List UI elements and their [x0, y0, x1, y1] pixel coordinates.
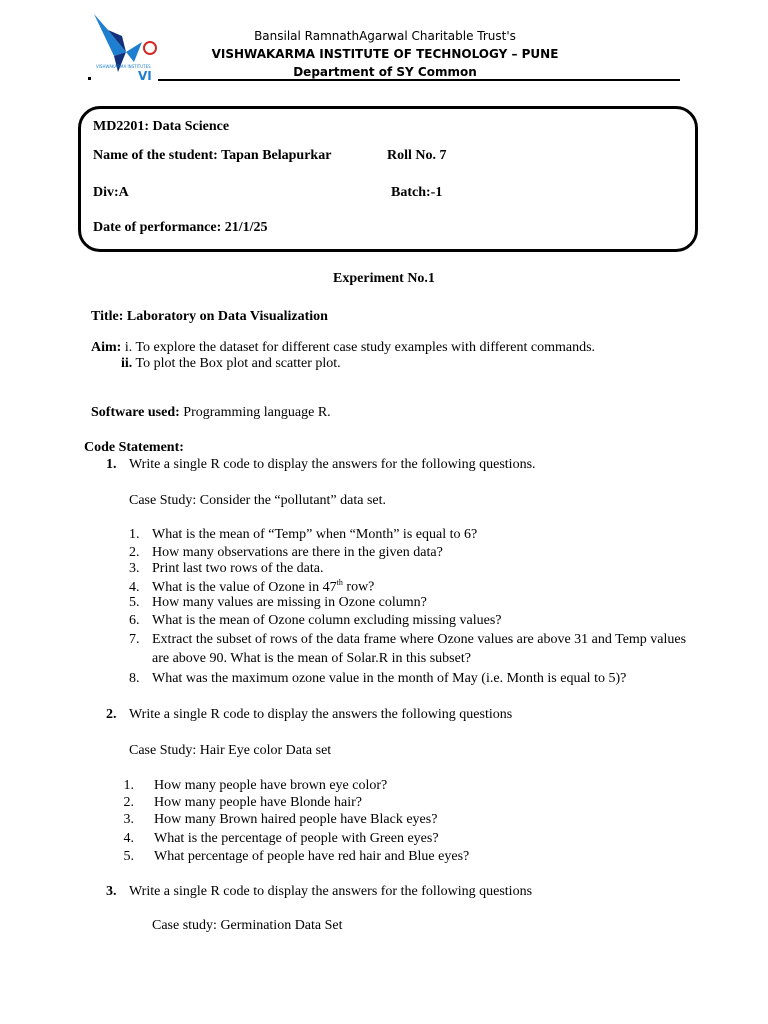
list-item: 6. What is the mean of Ozone column excluding missing values?: [129, 613, 502, 628]
list-item: 2. How many people have Blonde hair?: [123, 795, 362, 810]
institute-logo: [86, 12, 160, 82]
aim-label: Aim:: [91, 340, 122, 355]
institute-name: VISHWAKARMA INSTITUTE OF TECHNOLOGY – PUNE: [211, 47, 559, 61]
list-item: 2. How many observations are there in the given data?: [129, 545, 443, 560]
software-text: Programming language R.: [183, 405, 331, 420]
question-2-case-study: Case Study: Hair Eye color Data set: [129, 743, 332, 758]
question-1-case-study: Case Study: Consider the “pollutant” data set.: [129, 493, 387, 508]
trust-name: Bansilal RamnathAgarwal Charitable Trust's: [254, 29, 516, 43]
list-item: 4. What is the percentage of people with Green eyes?: [123, 831, 439, 846]
list-item: 4. What is the value of Ozone in 47th row?: [129, 578, 375, 595]
question-3: [106, 884, 532, 900]
aim-line-1: [91, 340, 595, 356]
date-of-performance: Date of performance: 21/1/25: [93, 220, 268, 235]
software-label: Software used:: [91, 405, 180, 420]
list-item: 8. What was the maximum ozone value in the month of May (i.e. Month is equal to 5)?: [129, 671, 627, 686]
list-item-continuation: are above 90. What is the mean of Solar.R in this subset?: [152, 651, 471, 666]
course-code: MD2201: Data Science: [93, 119, 230, 134]
student-name: Name of the student: Tapan Belapurkar: [93, 148, 332, 163]
software-used: [91, 405, 331, 421]
aim-item-2-number: ii.: [121, 356, 133, 371]
question-2-number: 2.: [106, 707, 117, 722]
question-1-text: Write a single R code to display the answers for the following questions.: [129, 457, 536, 472]
question-3-case-study: Case study: Germination Data Set: [152, 918, 343, 933]
svg-text:VISHWAKARMA INSTITUTES: VISHWAKARMA INSTITUTES: [96, 64, 151, 69]
logo-graphic: [86, 12, 160, 82]
list-item: 5. How many values are missing in Ozone column?: [129, 595, 427, 610]
list-item: 5. What percentage of people have red hair and Blue eyes?: [123, 849, 470, 864]
list-item: 1. How many people have brown eye color?: [123, 778, 388, 793]
aim-line-2: [121, 356, 341, 372]
list-item: 7. Extract the subset of rows of the data frame where Ozone values are above 31 and Temp values: [129, 632, 687, 647]
question-1: [106, 457, 536, 473]
experiment-number: Experiment No.1: [333, 271, 435, 286]
svg-text:VI: VI: [138, 69, 152, 82]
question-3-number: 3.: [106, 884, 117, 899]
roll-number: Roll No. 7: [387, 148, 447, 163]
batch: Batch:-1: [391, 185, 443, 200]
list-item: 1. What is the mean of “Temp” when “Month” is equal to 6?: [129, 527, 478, 542]
division: Div:A: [93, 185, 129, 200]
list-item: 3. How many Brown haired people have Black eyes?: [123, 812, 438, 827]
aim-item-1: i. To explore the dataset for different case study examples with different commands.: [124, 340, 596, 355]
question-3-text: Write a single R code to display the answers for the following questions: [129, 884, 533, 899]
question-2: [106, 707, 512, 723]
list-item: 3. Print last two rows of the data.: [129, 561, 324, 576]
experiment-title: Title: Laboratory on Data Visualization: [91, 309, 328, 324]
header-dot: [88, 77, 91, 80]
department-name: Department of SY Common: [293, 65, 477, 79]
question-2-text: Write a single R code to display the answers the following questions: [129, 707, 513, 722]
aim-item-2: To plot the Box plot and scatter plot.: [135, 356, 341, 371]
question-1-number: 1.: [106, 457, 117, 472]
header-rule: [158, 79, 680, 81]
code-statement-heading: Code Statement:: [84, 440, 184, 455]
